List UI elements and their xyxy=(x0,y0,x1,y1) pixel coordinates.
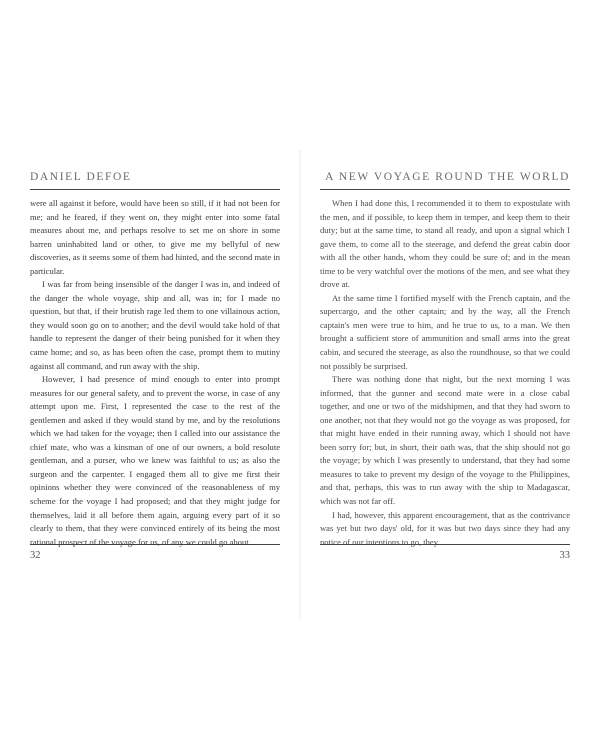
left-running-head: DANIEL DEFOE xyxy=(30,171,132,183)
left-paragraph-2: I was far from being insensible of the danger I was in, and indeed of the danger the whole voyage, ship and all, was in; for I made no question, but that, if their brutish rage led them to one villainous action, they would soon go on to another; and the devil would take hold of that handle to represent the danger of their being punished for it when they came home; and so, as has been often the case, prompt them to mutiny against all command, and run away with the ship. xyxy=(30,279,280,371)
right-page-text xyxy=(320,197,570,547)
right-running-head: A NEW VOYAGE ROUND THE WORLD xyxy=(325,171,570,183)
right-page xyxy=(320,170,570,562)
right-paragraph-2: At the same time I fortified myself with the French captain, and the supercargo, and the other captain; and by the way, all the French captain's men were true to him, and he true to us, to a man. We then brought a sufficient store of ammunition and small arms into the great cabin, and secured the steerage, as also the roundhouse, so that we could not possibly be surprised. xyxy=(320,292,570,371)
right-paragraph-1: When I had done this, I recommended it to them to expostulate with the men, and if possible, to keep them in temper, and keep them to their duty; but at the same time, to stand all ready, and upon a signal which I gave them, to come all to the steerage, and defend the great cabin door with all the other hands, whom they could be sure of; and in the mean time to be very watchful over the motions of the men, and see what they drove at. xyxy=(320,198,570,290)
left-page xyxy=(30,170,280,562)
right-paragraph-4: I had, however, this apparent encouragement, that as the contrivance was yet but two days' old, for it was but two days since they had any notice of our intentions to go, they xyxy=(320,509,570,547)
right-page-number: 33 xyxy=(559,550,570,561)
right-paragraph-3: There was nothing done that night, but the next morning I was informed, that the gunner and second mate were in a close cabal together, and one or two of the midshipmen, and that they had sworn to one another, not that they would not go the voyage as was proposed, for that might have ended in their running away, which I should not have been sorry for; but, in short, their oath was, that the ship should not go the voyage; by which I was presently to understand, that they had some measures to take to prevent my design of the voyage to the Philippines, and that, perhaps, this was to run away with the ship to Madagascar, which was not far off. xyxy=(320,374,570,507)
left-paragraph-1: were all against it before, would have been so still, if it had not been for me; and he feared, if they went on, they might enter into some fatal measures about me, and perhaps resolve to set me on shore in some barren uninhabited land or other, to give me my bellyful of new discoveries, as it seems some of them had hinted, and the second mate in particular. xyxy=(30,198,280,276)
left-page-number: 32 xyxy=(30,550,41,561)
left-page-text xyxy=(30,197,280,547)
book-gutter xyxy=(298,150,302,620)
left-header-rule xyxy=(30,189,280,190)
left-paragraph-3: However, I had presence of mind enough to enter into prompt measures for our general safety, and to prevent the worse, in case of any attempt upon me. First, I represented the case to the rest of the gentlemen and asked if they would stand by me, and by the resolutions which we had taken for the voyage; then I called into our assistance the chief mate, who was a kinsman of one of our owners, a bold resolute gentleman, and a purser, who we knew was faithful to us; as also the surgeon and the carpenter. I engaged them all to give me first their opinions whether they were convinced of the reasonableness of my scheme for the voyage I had proposed; and that they might judge for themselves, laid it all before them again, arguing every part of it so clearly to them, that they were convinced entirely of its being the most rational prospect of the voyage for us, of any we could go about. xyxy=(30,374,280,547)
right-header-rule xyxy=(320,189,570,190)
